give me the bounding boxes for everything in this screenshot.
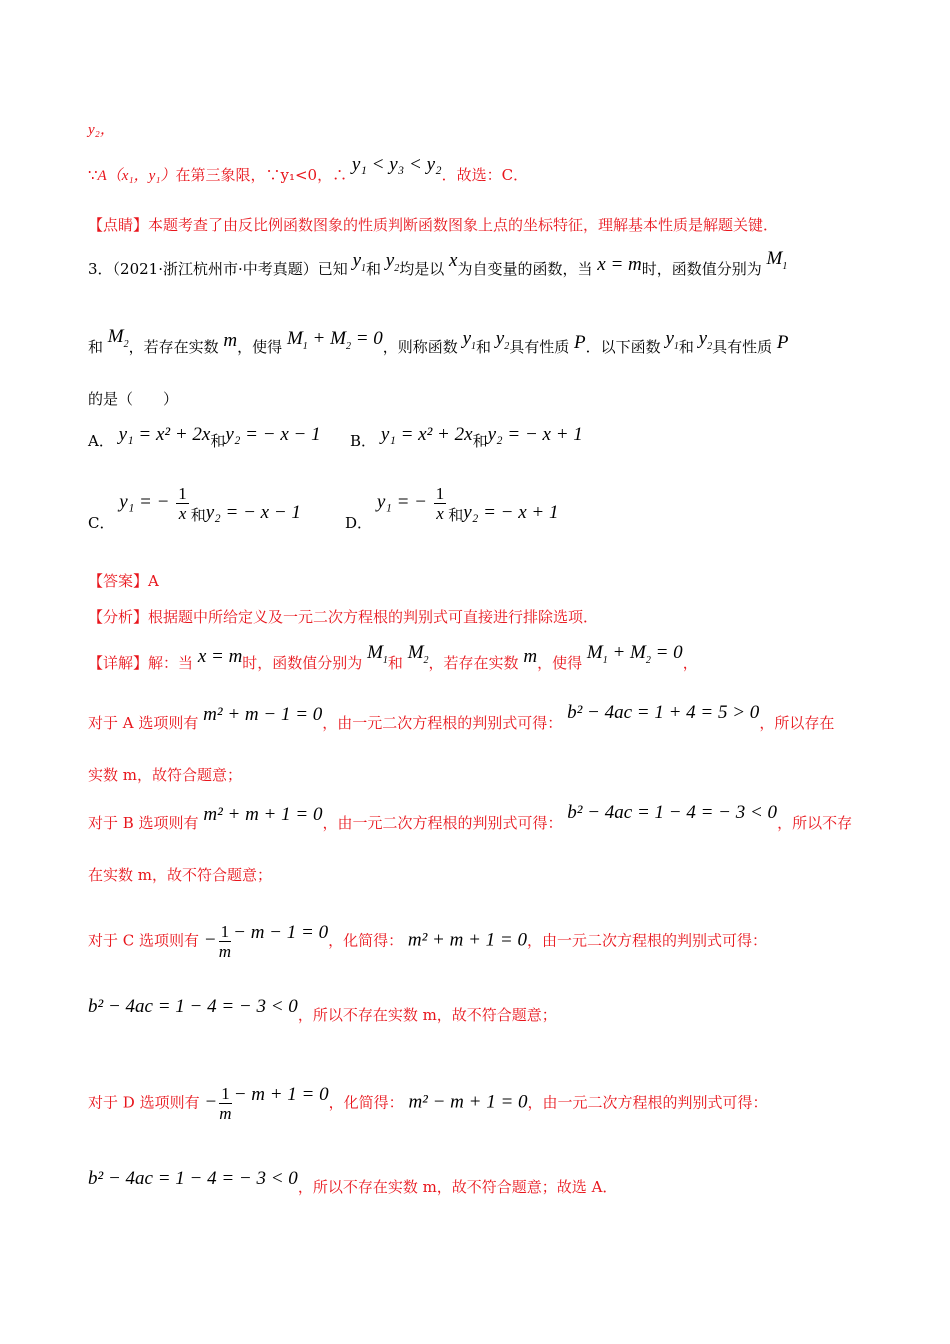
option-expr: y₁ = x² + 2x	[380, 424, 473, 445]
detail-text: ，	[682, 654, 698, 672]
M2-symbol: $M_2$	[107, 326, 129, 350]
option-label: D．	[345, 513, 373, 532]
question-3-line1	[88, 248, 862, 288]
detail-text: 解：当	[148, 654, 194, 672]
question-3-line2	[88, 326, 862, 366]
and-text: 和	[190, 505, 206, 524]
analysis-a-line2	[88, 764, 862, 786]
analysis-text: 在实数 m，故不符合题意；	[88, 866, 272, 884]
detail-line	[88, 642, 862, 682]
equation: m² + m − 1 = 0	[203, 704, 323, 725]
option-expr: y₁ = −	[119, 491, 170, 513]
comment-text: 本题考查了由反比例函数图象的性质判断函数图象上点的坐标特征，理解基本性质是解题关键．	[148, 216, 779, 234]
stem-text: ，使得	[237, 338, 283, 356]
option-b	[350, 424, 583, 452]
stem-text: ，若存在实数	[128, 338, 219, 356]
analysis-text: 实数 m，故符合题意；	[88, 766, 242, 784]
and-text: 和	[88, 338, 104, 356]
and-text: 和	[448, 505, 464, 524]
y1-symbol: $y_1$	[352, 250, 366, 274]
analysis-text: ，所以不存在实数 m，故不符合题意；故选 A．	[297, 1178, 618, 1196]
detail-tag: 【详解】	[88, 654, 149, 672]
fraction-1-over-x: $\frac{1}{x}$	[178, 484, 187, 523]
option-label: B．	[350, 432, 377, 450]
prev-conclusion-line	[88, 154, 862, 187]
result-inequality: y₁ < y₃ < y₂	[351, 154, 442, 175]
option-label: A．	[88, 432, 114, 450]
point-a: A（x₁，y₁）	[97, 168, 176, 184]
simplified-equation: m² − m + 1 = 0	[408, 1091, 528, 1113]
analysis-text: 对于 C 选项则有	[88, 931, 200, 950]
option-expr: y₂ = − x + 1	[487, 424, 583, 445]
detail-text: ，若存在实数	[428, 654, 519, 672]
option-a	[88, 424, 321, 452]
fraction-1-over-x: $\frac{1}{x}$	[435, 484, 445, 523]
analysis-text: ，由一元二次方程根的判别式可得：	[322, 814, 563, 832]
analysis-c-line1	[88, 922, 862, 961]
stem-text: 时，函数值分别为	[641, 260, 762, 278]
detail-text: ，使得	[537, 654, 583, 672]
analysis-line	[88, 606, 862, 628]
question-number: 3．	[88, 260, 113, 278]
m-symbol: m	[523, 646, 538, 667]
answer-value: A	[148, 572, 159, 590]
stem-text: 均是以	[399, 260, 445, 278]
because-symbol: ∵	[88, 166, 98, 184]
and-text: 和	[210, 432, 226, 450]
option-d	[345, 484, 559, 532]
P-symbol: P	[574, 332, 586, 353]
stem-text: ，则称函数	[382, 338, 458, 356]
M1-plus-M2: $M_1 + M_2 = 0$	[286, 328, 383, 352]
M1-symbol: $M_1$	[766, 248, 788, 272]
minus-sign: −	[233, 921, 251, 943]
P-symbol: P	[776, 332, 789, 353]
option-c	[88, 484, 301, 532]
minus-sign: −	[204, 1091, 218, 1113]
minus-sign: −	[203, 929, 217, 951]
analysis-d-line2	[88, 1168, 862, 1198]
stem-text: 的是（ ）	[88, 390, 179, 408]
discriminant: b² − 4ac = 1 − 4 = − 3 < 0	[567, 802, 778, 823]
M2-symbol: $M_2$	[407, 642, 429, 666]
and-text: 和	[476, 338, 492, 356]
analysis-text: 对于 B 选项则有	[88, 814, 199, 832]
y1-symbol: $y_1$	[665, 328, 679, 352]
analysis-b-line1	[88, 802, 862, 834]
analysis-tag: 【分析】	[88, 608, 149, 626]
option-expr: y₁ = x² + 2x	[118, 424, 211, 445]
y2-symbol: $y_2$	[385, 250, 400, 274]
analysis-text: ，化简得：	[328, 1093, 404, 1112]
y1-symbol: $y_1$	[462, 328, 476, 352]
option-expr: y₁ = −	[376, 491, 427, 513]
y2-text: y₂，	[88, 122, 115, 138]
and-text: 和	[678, 338, 694, 356]
and-text: 和	[472, 432, 488, 450]
y2-symbol: $y_2$	[698, 328, 713, 352]
prev-comment	[88, 214, 862, 236]
x-eq-m: x = m	[197, 646, 243, 667]
prev-y2-line	[88, 118, 862, 141]
analysis-text: ，由一元二次方程根的判别式可得：	[526, 931, 767, 950]
option-label: C．	[88, 513, 115, 532]
simplified-equation: m² + m + 1 = 0	[407, 929, 527, 951]
x-symbol: x	[449, 250, 458, 271]
equation: m − 1 = 0	[250, 921, 329, 943]
analysis-text: 对于 D 选项则有	[88, 1093, 200, 1112]
analysis-text: 根据题中所给定义及一元二次方程根的判别式可直接进行排除选项．	[148, 608, 599, 626]
M1-plus-M2: $M_1 + M_2 = 0$	[586, 642, 683, 666]
analysis-text: ，所以存在	[759, 714, 835, 732]
discriminant: b² − 4ac = 1 − 4 = − 3 < 0	[88, 1168, 298, 1189]
answer-tag: 【答案】	[88, 572, 149, 590]
analysis-text: 对于 A 选项则有	[88, 714, 199, 732]
answer-line	[88, 570, 862, 592]
minus-sign: −	[233, 1083, 252, 1105]
m-symbol: m	[223, 330, 238, 351]
equation: m + 1 = 0	[251, 1083, 329, 1105]
analysis-c-line2	[88, 996, 862, 1026]
analysis-text: ，由一元二次方程根的判别式可得：	[322, 714, 563, 732]
fraction-1-over-m: $\frac{1}{m}$	[218, 922, 232, 961]
stem-text: 具有性质	[712, 338, 773, 356]
third-quadrant-text: 在第三象限，∵y₁<0，∴	[175, 166, 348, 184]
analysis-text: ，化简得：	[328, 931, 404, 950]
analysis-text: ，所以不存在实数 m，故不符合题意；	[297, 1006, 557, 1024]
M1-symbol: $M_1$	[367, 642, 388, 666]
stem-text: 已知	[317, 260, 348, 278]
option-expr: y₂ = − x − 1	[205, 501, 301, 523]
equation: m² + m + 1 = 0	[203, 804, 323, 825]
analysis-text: ，由一元二次方程根的判别式可得：	[527, 1093, 768, 1112]
stem-text: 为自变量的函数，当	[457, 260, 593, 278]
fraction-1-over-m: $\frac{1}{m}$	[219, 1084, 232, 1123]
comment-tag: 【点睛】	[88, 216, 149, 234]
question-source: （2021·浙江杭州市·中考真题）	[112, 260, 318, 278]
y2-symbol: $y_2$	[495, 328, 510, 352]
analysis-b-line2	[88, 864, 862, 886]
choose-text: ．故选：C．	[441, 166, 529, 184]
x-eq-m: x = m	[597, 254, 642, 275]
and-text: 和	[366, 260, 382, 278]
question-3-line3	[88, 388, 862, 410]
option-expr: y₂ = − x + 1	[463, 501, 559, 523]
option-expr: y₂ = − x − 1	[225, 424, 321, 445]
and-text: 和	[387, 654, 403, 672]
discriminant: b² − 4ac = 1 + 4 = 5 > 0	[567, 702, 760, 723]
analysis-a-line1	[88, 702, 862, 734]
analysis-text: ，所以不存	[777, 814, 853, 832]
discriminant: b² − 4ac = 1 − 4 = − 3 < 0	[88, 996, 298, 1017]
stem-text: ．以下函数	[585, 338, 661, 356]
detail-text: 时，函数值分别为	[242, 654, 363, 672]
analysis-d-line1	[88, 1084, 862, 1123]
stem-text: 具有性质	[509, 338, 570, 356]
